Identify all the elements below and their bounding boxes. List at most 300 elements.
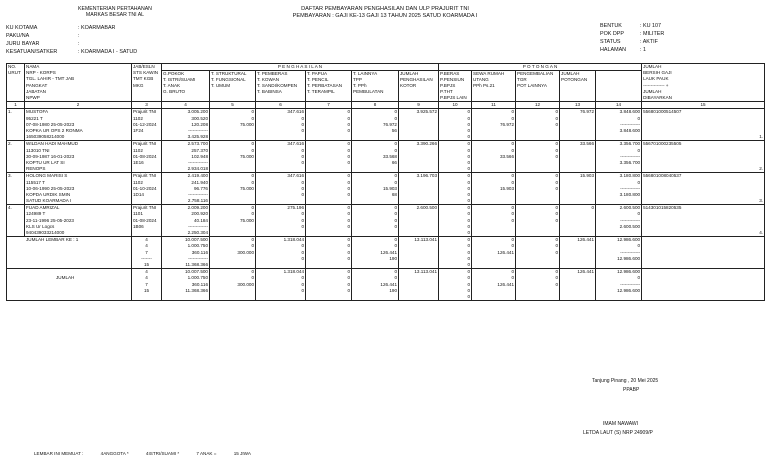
subtotal-row-jmlpot bbox=[560, 237, 596, 269]
col-bersih-line: -------------- + bbox=[643, 82, 669, 88]
row-papua-line: 0 bbox=[347, 147, 350, 153]
meta-label: POK DPP bbox=[600, 31, 624, 37]
row-papua-line: 0 bbox=[347, 185, 350, 191]
meta-left bbox=[6, 25, 137, 57]
title-line-1: DAFTAR PEMBAYARAN PENGHASILAN DAN ULP PRAJURIT TNI bbox=[301, 6, 469, 12]
table-header bbox=[7, 64, 765, 109]
subtotal-row-rekening bbox=[642, 237, 765, 269]
row-jabatan-line: Prajurit TNI bbox=[133, 141, 157, 147]
total-row-pberas-line: 0 bbox=[467, 293, 471, 299]
row-jabatan bbox=[132, 141, 162, 173]
col-pokok-line: T. ISTRI/SUAMI bbox=[163, 76, 196, 82]
col-papua-line: T. PAPUA bbox=[307, 70, 328, 76]
row-pokok-line: 257.370 bbox=[191, 147, 208, 153]
row-sewa-line: 0 bbox=[511, 109, 515, 115]
col-nama-line: NAMA bbox=[26, 64, 40, 69]
row-papua-line: 0 bbox=[347, 205, 350, 211]
row-papua bbox=[306, 109, 352, 141]
subtotal-row-papua-line: 0 bbox=[347, 249, 350, 255]
col-jumlah-pot-line: JUMLAH bbox=[561, 70, 580, 76]
row-jabatan-line: 01-12-2024 bbox=[133, 121, 157, 127]
col-pemberas bbox=[256, 70, 306, 102]
row-pemberas-line: 0 bbox=[301, 211, 304, 217]
meta-value: : bbox=[78, 33, 80, 39]
total-row-papua bbox=[306, 269, 352, 301]
row-sewa bbox=[472, 109, 516, 141]
subtotal-row-sewa-line: 0 bbox=[511, 243, 515, 249]
row-nama-line: FUAD AMRIZAL bbox=[26, 205, 60, 211]
row-pokok-line: 102.948 bbox=[191, 153, 208, 159]
row-bersih-line: 3.356.700 bbox=[619, 159, 641, 165]
total-row-jabatan-line: 15 bbox=[143, 287, 150, 293]
row-jabatan-line: 1B06 bbox=[133, 223, 144, 229]
total-row-jabatan bbox=[132, 269, 162, 301]
col-index: 14 bbox=[596, 102, 642, 109]
row-pemberas-line: 0 bbox=[301, 159, 304, 165]
payroll-table bbox=[6, 63, 765, 301]
col-lainnya-line: PEMBULATAN bbox=[353, 89, 384, 95]
row-pberas bbox=[439, 109, 472, 141]
account-number: 556701000235505 bbox=[643, 141, 682, 147]
subtotal-row-pemberas-line: 0 bbox=[301, 243, 304, 249]
subtotal-row-pokok-line: 10.007.500 bbox=[185, 237, 208, 243]
row-pokok-line: ------------- bbox=[188, 191, 208, 197]
total-row-struktural-line: 0 bbox=[251, 275, 254, 281]
row-pokok-line: 2.573.700 bbox=[187, 141, 208, 147]
total-row-pokok-line: 1.000.750 bbox=[187, 275, 208, 281]
row-nama-line: 10-06-1990 25-05-2023 bbox=[26, 185, 75, 191]
table-row bbox=[7, 205, 765, 237]
row-pemberas-line: 0 bbox=[301, 128, 304, 133]
row-pokok-line: 3.005.200 bbox=[187, 109, 208, 115]
col-lainnya-line: T. LAINNYA bbox=[353, 70, 378, 76]
total-row-papua-line: 0 bbox=[347, 287, 350, 293]
row-jmlpot bbox=[560, 109, 596, 141]
col-index: 3 bbox=[132, 102, 162, 109]
footer-summary bbox=[34, 451, 267, 457]
row-jabatan-line: 1102 bbox=[133, 147, 143, 153]
total-row-jmlpot-value: 126.441 bbox=[577, 269, 595, 275]
col-index: 13 bbox=[560, 102, 596, 109]
subtotal-row-pemberas-line: 0 bbox=[301, 255, 304, 261]
col-bersih-line: DIBAYARKAN bbox=[643, 94, 672, 100]
total-row-bersih-line: 12.986.600 bbox=[617, 287, 641, 293]
row-pemberas-line: 0 bbox=[301, 185, 304, 191]
row-pokok-line: ------------- bbox=[188, 223, 208, 229]
row-jabatan bbox=[132, 173, 162, 205]
row-pokok-line: 96.776 bbox=[193, 185, 208, 191]
col-sewa bbox=[472, 70, 516, 102]
subtotal-row-pengembalian-line: 0 bbox=[555, 237, 559, 243]
subtotal-row-pokok-line: ------------- bbox=[188, 255, 208, 261]
row-sewa-line: 0 bbox=[511, 217, 515, 223]
col-nama-line: NRP - KORPS bbox=[26, 70, 56, 76]
subtotal-row-bersih-line: 12.986.600 bbox=[617, 255, 641, 261]
col-sewa-line: UTANG bbox=[473, 76, 489, 82]
total-row-lainnya-line: 190 bbox=[389, 287, 397, 293]
row-pengembalian bbox=[516, 173, 560, 205]
row-jabatan bbox=[132, 109, 162, 141]
row-struktural bbox=[210, 173, 256, 205]
row-papua bbox=[306, 205, 352, 237]
row-pokok-line: ------------- bbox=[188, 128, 208, 133]
subtotal-row-struktural-line: 0 bbox=[251, 237, 254, 243]
meta-right bbox=[600, 23, 664, 55]
row-lainnya bbox=[352, 141, 399, 173]
row-bersih-line: 3.848.600 bbox=[619, 128, 641, 133]
meta-value: : KOARMABAR bbox=[78, 25, 116, 31]
row-nama-line: WILDAN HADI MAHMUD bbox=[26, 141, 79, 147]
footer-item: 7 ANAK = bbox=[196, 451, 217, 456]
col-index: 7 bbox=[306, 102, 352, 109]
row-papua-line: 0 bbox=[347, 191, 350, 197]
row-jabatan-line: 1D14 bbox=[133, 191, 144, 197]
row-bersih bbox=[596, 109, 642, 141]
row-kotor bbox=[399, 173, 439, 205]
row-lainnya bbox=[352, 205, 399, 237]
total-row-pokok-line: 11.368.366 bbox=[185, 287, 208, 293]
meta-label: KESATUAN/SATKER bbox=[6, 49, 58, 55]
row-lainnya-line: 0 bbox=[394, 223, 397, 229]
subtotal-row-lainnya-line: 126.441 bbox=[380, 249, 397, 255]
signature-rank: LETDA LAUT (S) NRP 24909/P bbox=[583, 430, 653, 436]
row-no-value: 2. bbox=[8, 141, 12, 147]
row-pberas-line: 0 bbox=[467, 223, 471, 229]
row-bersih-line: 3.180.800 bbox=[619, 191, 641, 197]
row-lainnya-line: 68 bbox=[391, 191, 397, 197]
row-pemberas-line: 347.616 bbox=[287, 173, 304, 179]
row-jmlpot bbox=[560, 173, 596, 205]
row-nama-line: 95221 T bbox=[26, 115, 43, 121]
row-sewa-line: 0 bbox=[511, 179, 515, 185]
row-sewa-line: 15.903 bbox=[499, 185, 515, 191]
total-row-kotor bbox=[399, 269, 439, 301]
account-number: 514301015820535 bbox=[643, 205, 682, 211]
total-row-jabatan-line: 4 bbox=[145, 269, 148, 275]
subtotal-row-jabatan bbox=[132, 237, 162, 269]
row-pengembalian-line: 0 bbox=[555, 109, 559, 115]
row-papua-line: 0 bbox=[347, 211, 350, 217]
row-pberas-line: 0 bbox=[467, 159, 471, 165]
col-index: 1 bbox=[7, 102, 25, 109]
row-kotor-value: 3.390.266 bbox=[416, 141, 438, 147]
total-row-pberas-line: 0 bbox=[467, 269, 471, 275]
col-bersih-line: JUMLAH bbox=[643, 88, 662, 94]
row-jabatan-line: Prajurit TNI bbox=[133, 109, 157, 115]
row-bersih-line: 0 bbox=[637, 179, 641, 185]
total-row-struktural-line: 300.000 bbox=[237, 281, 254, 287]
row-nama-line: 115517 T bbox=[26, 179, 45, 185]
row-lainnya-line: 56 bbox=[391, 128, 397, 133]
footer-label: LEMBAR INI MEMUAT : bbox=[34, 451, 84, 456]
row-pemberas-line: 347.616 bbox=[287, 109, 304, 115]
total-row-pberas-line: 0 bbox=[467, 275, 471, 281]
subtotal-row-pberas-line: 0 bbox=[467, 255, 471, 261]
row-rekening bbox=[642, 109, 765, 141]
row-bersih-line: ------------- bbox=[620, 153, 641, 159]
col-no-line: NO. bbox=[8, 64, 17, 69]
row-struktural-line: 0 bbox=[251, 115, 254, 121]
row-lainnya-line: 0 bbox=[394, 211, 397, 217]
row-sewa bbox=[472, 173, 516, 205]
row-bersih-line: 0 bbox=[637, 147, 641, 153]
col-sewa-line: PPh Ps.21 bbox=[473, 82, 495, 88]
row-nama-line: 07-08-1980 25-05-2023 bbox=[26, 121, 75, 127]
row-pemberas-line: 0 bbox=[301, 121, 304, 127]
subtotal-row-kotor bbox=[399, 237, 439, 269]
col-index: 11 bbox=[472, 102, 516, 109]
row-papua bbox=[306, 173, 352, 205]
subtotal-row-papua bbox=[306, 237, 352, 269]
col-index: 8 bbox=[352, 102, 399, 109]
row-mark: 4. bbox=[759, 230, 764, 235]
row-jmlpot-value: 0 bbox=[591, 205, 595, 211]
row-papua bbox=[306, 141, 352, 173]
meta-label: STATUS bbox=[600, 39, 621, 45]
row-lainnya bbox=[352, 173, 399, 205]
row-papua-line: 0 bbox=[347, 109, 350, 115]
row-lainnya-line: 76.972 bbox=[382, 121, 397, 127]
subtotal-row-pberas-line: 0 bbox=[467, 249, 471, 255]
row-lainnya-line: 0 bbox=[394, 173, 397, 179]
row-struktural-line: 0 bbox=[251, 205, 254, 211]
row-bersih-line: 3.180.800 bbox=[619, 173, 641, 179]
total-row-lainnya-line: 126.441 bbox=[380, 281, 397, 287]
row-lainnya-line: 66 bbox=[391, 159, 397, 165]
col-pokok-line: G. BRUTO bbox=[163, 89, 186, 95]
col-bersih-line: LAUK PAUK bbox=[643, 76, 669, 82]
col-nama-line: JABATAN bbox=[26, 88, 46, 94]
row-pberas-line: 0 bbox=[467, 230, 471, 235]
subtotal-row-jabatan-line: ------- bbox=[141, 255, 152, 261]
row-pengembalian-line: 0 bbox=[555, 217, 559, 223]
subtotal-row-bersih-line: 12.986.600 bbox=[617, 237, 641, 243]
hq-name: MARKAS BESAR TNI AL bbox=[85, 12, 145, 19]
row-bersih-line: ------------- bbox=[620, 121, 641, 127]
row-rekening bbox=[642, 141, 765, 173]
row-pokok-line: 200.920 bbox=[191, 211, 208, 217]
total-row-sewa-line: 126.441 bbox=[497, 281, 515, 287]
col-index: 15 bbox=[642, 102, 765, 109]
table-row bbox=[7, 173, 765, 205]
row-struktural-line: 0 bbox=[251, 211, 254, 217]
row-sewa-line: 76.972 bbox=[499, 121, 515, 127]
subtotal-row-pengembalian-line: 0 bbox=[555, 249, 559, 255]
col-pberas-line: P.PENSIUN bbox=[440, 76, 465, 82]
row-pemberas-line: 0 bbox=[301, 115, 304, 121]
row-pberas bbox=[439, 205, 472, 237]
subtotal-row-pokok-line: 360.116 bbox=[191, 249, 208, 255]
row-nama-line: KOPTU UR LAT SI bbox=[26, 159, 65, 165]
row-struktural-line: 0 bbox=[251, 141, 254, 147]
row-struktural-line: 75.000 bbox=[239, 217, 254, 223]
subtotal-row-kotor-value: 13.113.041 bbox=[414, 237, 438, 243]
col-jumlah-kotor-line: KOTOR bbox=[400, 82, 417, 88]
row-pberas-line: 0 bbox=[467, 179, 471, 185]
subtotal-row-pemberas-line: 1.318.044 bbox=[283, 237, 304, 243]
subtotal-row-pokok-line: 1.000.750 bbox=[187, 243, 208, 249]
row-nama-line: 30-09-1987 16-01-2023 bbox=[26, 153, 75, 159]
total-row-jabatan-line: 7 bbox=[145, 281, 148, 287]
total-row-papua-line: 0 bbox=[347, 269, 350, 275]
row-jabatan-line: Prajurit TNI bbox=[133, 173, 157, 179]
row-lainnya-line: 0 bbox=[394, 141, 397, 147]
total-row-kotor-value: 13.113.041 bbox=[414, 269, 438, 275]
row-nama-line: KOPKA UR OPS 2 RONMA bbox=[26, 128, 83, 133]
row-bersih-line: 2.600.500 bbox=[619, 205, 641, 211]
col-nama-line: PANGKAT bbox=[26, 82, 48, 88]
col-pemberas-line: T. SANDI/KOMPEN bbox=[257, 82, 298, 88]
subtotal-row-struktural-line: 300.000 bbox=[237, 249, 254, 255]
subtotal-row-pokok bbox=[162, 237, 210, 269]
row-pengembalian-line: 0 bbox=[555, 179, 559, 185]
row-papua-line: 0 bbox=[347, 159, 350, 165]
row-nama bbox=[25, 141, 132, 173]
total-row-papua-line: 0 bbox=[347, 281, 350, 287]
row-jabatan-line: 01-08-2024 bbox=[133, 217, 157, 223]
col-index: 2 bbox=[25, 102, 132, 109]
row-nama bbox=[25, 109, 132, 141]
col-papua-line: T. PENCIL bbox=[307, 76, 329, 82]
total-row-pemberas bbox=[256, 269, 306, 301]
row-sewa bbox=[472, 205, 516, 237]
row-rekening bbox=[642, 205, 765, 237]
row-struktural-line: 0 bbox=[251, 147, 254, 153]
total-row-pemberas-line: 0 bbox=[301, 281, 304, 287]
row-lainnya-line: 0 bbox=[394, 217, 397, 223]
row-nama-line: 940439033214000 bbox=[26, 230, 65, 235]
row-pemberas bbox=[256, 173, 306, 205]
row-jabatan-line: 01-08-2024 bbox=[133, 153, 157, 159]
row-nama-line: SATUD KOARMADA I bbox=[26, 198, 72, 204]
row-nama bbox=[25, 205, 132, 237]
subtotal-row-pberas bbox=[439, 237, 472, 269]
col-index: 10 bbox=[439, 102, 472, 109]
row-pokok-line: 3.425.928 bbox=[187, 134, 208, 140]
total-row-pokok bbox=[162, 269, 210, 301]
total-row-pberas-line: 0 bbox=[467, 281, 471, 287]
row-pokok bbox=[162, 109, 210, 141]
col-pemberas-line: T. KOWAN bbox=[257, 76, 280, 82]
row-pemberas bbox=[256, 141, 306, 173]
col-pengembalian-line: TGR bbox=[517, 76, 527, 82]
row-papua-line: 0 bbox=[347, 217, 350, 223]
row-lainnya-line: 0 bbox=[394, 205, 397, 211]
subtotal-row-bersih-line: 0 bbox=[637, 243, 641, 249]
row-pengembalian-line: 0 bbox=[555, 205, 559, 211]
account-number: 556801008040537 bbox=[643, 173, 682, 179]
col-pengembalian bbox=[516, 70, 560, 102]
row-pengembalian-line: 0 bbox=[555, 173, 559, 179]
row-pemberas-line: 0 bbox=[301, 191, 304, 197]
row-pokok bbox=[162, 173, 210, 205]
row-jabatan-line: 1F24 bbox=[133, 128, 144, 133]
row-pberas-line: 0 bbox=[467, 211, 471, 217]
row-bersih-line: 0 bbox=[637, 115, 641, 121]
col-pengembalian-line: PENGEMBALIAN bbox=[517, 70, 554, 76]
subtotal-row-jmlpot-value: 126.441 bbox=[577, 237, 595, 243]
group-penghasilan: P E N G H A S I L A N bbox=[162, 64, 439, 71]
col-pokok bbox=[162, 70, 210, 102]
row-pengembalian-line: 0 bbox=[555, 115, 559, 121]
col-nama-line: TGL. LAHIR - TMT JAB bbox=[26, 76, 75, 82]
total-row-lainnya-line: 0 bbox=[394, 269, 397, 275]
row-pengembalian-line: 0 bbox=[555, 147, 559, 153]
row-mark: 2. bbox=[759, 166, 764, 172]
header-index-row bbox=[7, 102, 765, 109]
document-title bbox=[255, 6, 515, 19]
total-row-bersih bbox=[596, 269, 642, 301]
meta-value: : 1 bbox=[640, 47, 646, 53]
col-papua-line: T. TERAMPIL bbox=[307, 89, 335, 95]
row-pemberas-line: 0 bbox=[301, 179, 304, 185]
row-jmlpot-value: 15.903 bbox=[579, 173, 595, 179]
row-pemberas-line: 0 bbox=[301, 223, 304, 229]
subtotal-row-pengembalian-line: 0 bbox=[555, 243, 559, 249]
col-jumlah-pot bbox=[560, 70, 596, 102]
row-jmlpot-value: 76.972 bbox=[579, 109, 595, 115]
subtotal-row-pberas-line: 0 bbox=[467, 261, 471, 267]
title-line-2: PEMBAYARAN : GAJI KE-13 GAJI 13 TAHUN 2025 SATUD KOARMADA I bbox=[292, 12, 478, 19]
row-pemberas-line: 0 bbox=[301, 153, 304, 159]
subtotal-row-lainnya-line: 0 bbox=[394, 243, 397, 249]
row-jabatan-line: 1102 bbox=[133, 179, 143, 185]
col-jumlah-kotor-line: JUMLAH bbox=[400, 70, 419, 76]
col-bersih-line: JUMLAH bbox=[643, 64, 662, 69]
row-lainnya-line: 33.568 bbox=[382, 153, 397, 159]
subtotal-row-papua-line: 0 bbox=[347, 255, 350, 261]
total-row-bersih-line: ------------- bbox=[620, 281, 641, 287]
total-row-pengembalian-line: 0 bbox=[555, 281, 559, 287]
row-kotor-value: 3.196.703 bbox=[416, 173, 438, 179]
total-row-bersih-line: 0 bbox=[637, 275, 641, 281]
row-pengembalian-line: 0 bbox=[555, 185, 559, 191]
subtotal-row-sewa-line: 126.441 bbox=[497, 249, 515, 255]
ministry-header bbox=[40, 6, 190, 18]
total-row-pemberas-line: 0 bbox=[301, 287, 304, 293]
meta-value: : AKTIF bbox=[640, 39, 658, 45]
col-struktural-line: T. STRUKTURAL bbox=[211, 70, 247, 76]
row-sewa-line: 0 bbox=[511, 211, 515, 217]
subtotal-row-pemberas-line: 0 bbox=[301, 249, 304, 255]
row-sewa-line: 0 bbox=[511, 147, 515, 153]
row-nama-line: 23-11-1996 25-05-2023 bbox=[26, 217, 74, 223]
row-sewa-line: 0 bbox=[511, 115, 515, 121]
col-pokok-line: G.POKOK bbox=[163, 70, 185, 76]
row-bersih bbox=[596, 173, 642, 205]
row-pengembalian bbox=[516, 109, 560, 141]
footer-item: 15 JIWA bbox=[233, 451, 251, 456]
row-pokok-line: 2.758.116 bbox=[187, 198, 208, 204]
row-lainnya-line: 0 bbox=[394, 179, 397, 185]
row-no bbox=[7, 205, 25, 237]
account-number: 556801000514507 bbox=[643, 109, 682, 115]
col-pberas-line: P.BERAS bbox=[440, 70, 460, 76]
col-index: 4 bbox=[162, 102, 210, 109]
row-papua-line: 0 bbox=[347, 173, 350, 179]
col-nama bbox=[25, 64, 132, 102]
row-nama-line: KOPDA URDIK SMIN bbox=[26, 191, 71, 197]
col-pberas-line: P.BPJS bbox=[440, 82, 456, 88]
row-pokok-line: 300.520 bbox=[191, 115, 208, 121]
subtotal-row-papua-line: 0 bbox=[347, 237, 350, 243]
row-mark: 3. bbox=[759, 198, 764, 204]
row-papua-line: 0 bbox=[347, 115, 350, 121]
row-no-value: 4. bbox=[8, 205, 12, 211]
row-bersih bbox=[596, 205, 642, 237]
row-pemberas-line: 0 bbox=[301, 147, 304, 153]
table-row bbox=[7, 141, 765, 173]
